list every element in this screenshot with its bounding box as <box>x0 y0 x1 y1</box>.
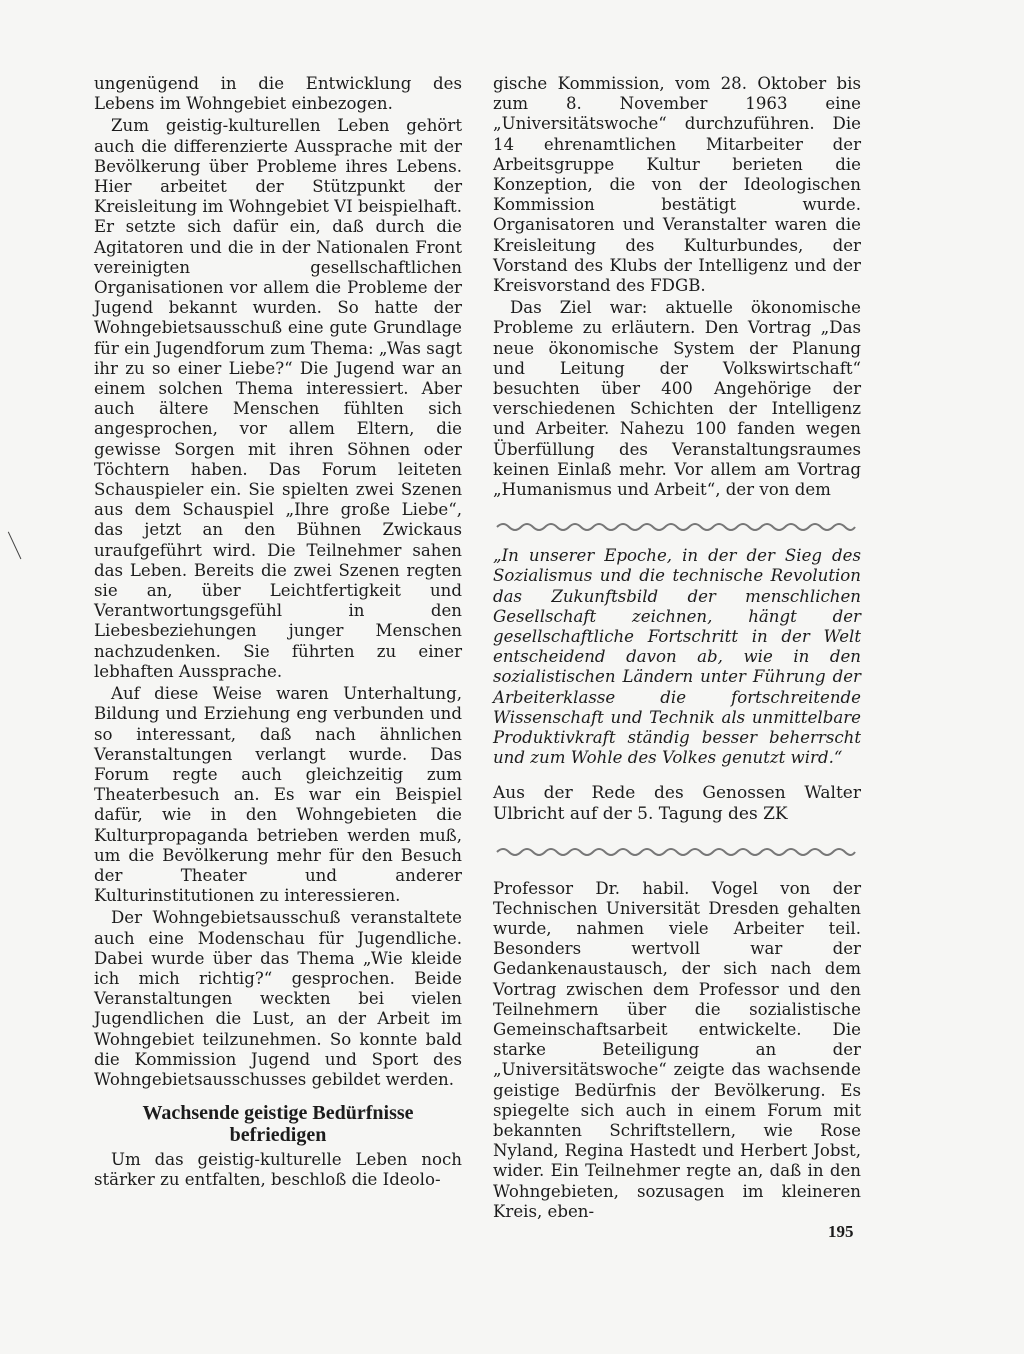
left-column <box>94 74 462 1191</box>
paragraph: Das Ziel war: aktuelle ökonomische Probleme zu erläutern. Den Vortrag „Das neue ökonomische System der Planung und Leitung der Volkswirtschaft“ besuchten über 400 Angehörige der verschiedenen Schichten der Intelligenz und Arbeiter. Nahezu 100 fanden wegen Überfüllung des Veranstaltungsraumes keinen Einlaß mehr. Vor allem am Vortrag „Humanismus und Arbeit“, der von dem <box>493 298 861 500</box>
paragraph: Um das geistig-kulturelle Leben noch stärker zu entfalten, beschloß die Ideolo- <box>94 1150 462 1190</box>
paragraph: ungenügend in die Entwicklung des Lebens im Wohngebiet einbezogen. <box>94 74 462 114</box>
section-heading: Wachsende geistige Bedürfnisse befriedigen <box>142 1102 414 1147</box>
page-number: 195 <box>828 1222 854 1241</box>
right-column <box>493 74 861 1222</box>
quote-block: „In unserer Epoche, in der der Sieg des Sozialismus und die technische Revolution das Zukunftsbild der menschlichen Gesellschaft zeichnen, hängt der gesellschaftliche Fortschritt in der Welt entscheidend davon ab, wie in den sozialistischen Ländern unter Führung der Arbeiterklasse die fortschreitende Wissenschaft und Technik als unmittelbare Produktivkraft ständig besser beherrscht und zum Wohle des Volkes genutzt wird.“ <box>493 546 861 768</box>
quote-attribution: Aus der Rede des Genossen Walter Ulbricht auf der 5. Tagung des ZK <box>493 782 861 824</box>
ornament-divider-top <box>495 518 857 536</box>
paragraph: gische Kommission, vom 28. Oktober bis zum 8. November 1963 eine „Universitätswoche“ durchzuführen. Die 14 ehrenamtlichen Mitarbeiter der Arbeitsgruppe Kultur berieten die Konzeption, die von der Ideologischen Kommission bestätigt wurde. Organisatoren und Veranstalter waren die Kreisleitung des Kulturbundes, der Vorstand des Klubs der Intelligenz und der Kreisvorstand des FDGB. <box>493 74 861 296</box>
paragraph: Professor Dr. habil. Vogel von der Technischen Universität Dresden gehalten wurde, nahmen viele Arbeiter teil. Besonders wertvoll war der Gedankenaustausch, der sich nach dem Vortrag zwischen dem Professor und den Teilnehmern über die sozialistische Gemeinschaftsarbeit entwickelte. Die starke Beteiligung an der „Universitätswoche“ zeigte das wachsende geistige Bedürfnis der Bevölkerung. Es spiegelte sich auch in einem Forum mit bekannten Schriftstellern, wie Rose Nyland, Regina Hastedt und Herbert Jobst, wider. Ein Teilnehmer regte an, daß in den Wohngebieten, sozusagen im kleineren Kreis, eben- <box>493 878 861 1221</box>
margin-mark <box>8 531 23 559</box>
paragraph: Der Wohngebietsausschuß veranstaltete auch eine Modenschau für Jugendliche. Dabei wurde über das Thema „Wie kleide ich mich richtig?“ gesprochen. Beide Veranstaltungen weckten bei vielen Jugendlichen die Lust, an der Arbeit im Wohngebiet teilzunehmen. So konnte bald die Kommission Jugend und Sport des Wohngebietsausschusses gebildet werden. <box>94 908 462 1089</box>
ornament-divider-bottom <box>495 843 857 861</box>
paragraph: Zum geistig-kulturellen Leben gehört auch die differenzierte Aussprache mit der Bevölkerung über Probleme ihres Lebens. Hier arbeitet der Stützpunkt der Kreisleitung im Wohngebiet VI beispielhaft. Er setzte sich dafür ein, daß durch die Agitatoren und die in der Nationalen Front vereinigten gesellschaftlichen Organisationen vor allem die Probleme der Jugend bekannt wurden. So hatte der Wohngebietsausschuß eine gute Grundlage für ein Jugendforum zum Thema: „Was sagt ihr zu so einer Liebe?“ Die Jugend war an einem solchen Thema interessiert. Aber auch ältere Menschen fühlten sich angesprochen, vor allem Eltern, die gewisse Sorgen mit ihren Söhnen oder Töchtern haben. Das Forum leiteten Schauspieler ein. Sie spielten zwei Szenen aus dem Schauspiel „Ihre große Liebe“, das jetzt an den Bühnen Zwickaus uraufgeführt wird. Die Teilnehmer sahen das Leben. Bereits die zwei Szenen regten sie an, über Leichtfertigkeit und Verantwortungsgefühl in den Liebesbeziehungen junger Menschen nachzudenken. Sie führten zu einer lebhaften Aussprache. <box>94 116 462 681</box>
paragraph: Auf diese Weise waren Unterhaltung, Bildung und Erziehung eng verbunden und so interessant, daß nach ähnlichen Veranstaltungen verlangt wurde. Das Forum regte auch gleichzeitig zum Theaterbesuch an. Es war ein Beispiel dafür, wie in den Wohngebieten die Kulturpropaganda betrieben werden muß, um die Bevölkerung mehr für den Besuch der Theater und anderer Kulturinstitutionen zu interessieren. <box>94 684 462 906</box>
